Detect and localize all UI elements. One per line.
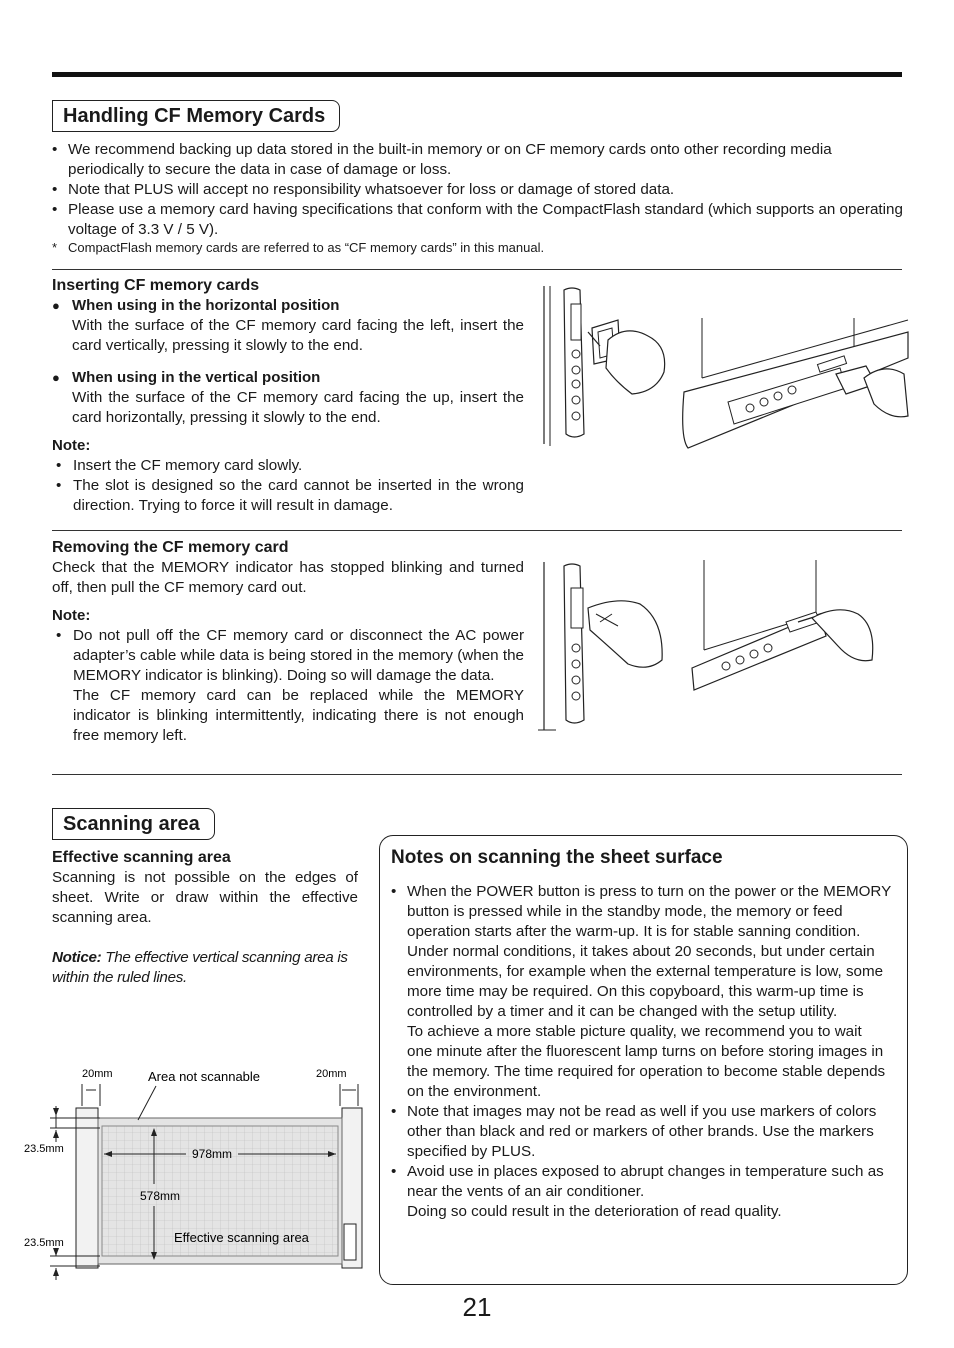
page-number: 21 [462,1292,492,1322]
note-label: Note: [52,437,91,454]
width-label: 978mm [192,1147,233,1161]
section-title-scanning-area: Scanning area [52,808,215,840]
remove-horizontal-illustration [686,560,912,696]
list-item: • Do not pull off the CF memory card or disconnect the AC power adapter’s cable while data is being stored in the memory (when the MEMORY indicator is blinking). Doing so will damage the data. The CF memory card can be replaced while the MEMORY indicator is blinking intermittently, indicating there is not enough free memory left. [56,626,524,746]
inserting-title: Inserting CF memory cards [52,277,260,294]
scanning-area-diagram [20,1060,370,1282]
divider [52,269,902,270]
top-rule [52,72,902,77]
notes-bullets [391,882,891,1222]
list-item: • Avoid use in places exposed to abrupt changes in temperature such as near the vents of an air conditioner. Doing so could result in the deterioration of read quality. [391,1162,891,1222]
removing-notes [52,626,524,746]
divider [52,774,902,775]
removing-title: Removing the CF memory card [52,539,289,556]
handling-bullets [52,140,904,240]
list-item: • Note that PLUS will accept no responsibility whatsoever for loss or damage of stored data. [52,180,904,200]
top-margin-label: 23.5mm [24,1143,64,1155]
inserting-block [52,276,524,516]
height-label: 578mm [140,1189,181,1203]
horizontal-heading: ● When using in the horizontal position [52,296,524,316]
list-item: • Note that images may not be read as well if you use markers of colors other than black and red or markers of other brands. Use the markers specified by PLUS. [391,1102,891,1162]
list-item: • Insert the CF memory card slowly. [56,456,524,476]
effective-title: Effective scanning area [52,849,231,866]
removing-block [52,538,524,746]
inserting-notes [52,456,524,516]
list-item: • Please use a memory card having specifications that conform with the CompactFlash standard (which supports an operating voltage of 3.3 V / 5 V). [52,200,904,240]
section-title-handling-cf: Handling CF Memory Cards [52,100,340,132]
effective-area-label: Effective scanning area [174,1230,309,1245]
divider [52,530,902,531]
list-item: • The slot is designed so the card cannot be inserted in the wrong direction. Trying to force it will result in damage. [56,476,524,516]
not-scannable-label: Area not scannable [148,1069,261,1084]
list-item: • When the POWER button is press to turn on the power or the MEMORY button is pressed while in the standby mode, the memory or feed operation starts after the warm-up. It is for stable sanning condition. Under normal conditions, it takes about 20 seconds, but under certain environments, for example when the external temperature is low, some more time may be required. On this copyboard, this warm-up time is controlled by a timer and it can be changed with the setup utility. To achieve a more stable picture quality, we recommend you to wait one minute after the fluorescent lamp turns on before storing images in the memory. The time required for operation to become stable depends on the environment. [391,882,891,1102]
notice-label: Notice: [52,949,102,966]
effective-text: Scanning is not possible on the edges of sheet. Write or draw within the effective scanning area. [52,869,358,926]
insert-vertical-illustration [536,284,676,450]
footnote: * CompactFlash memory cards are referred to as “CF memory cards” in this manual. [52,239,920,257]
notice-text: The effective vertical scanning area is within the ruled lines. [52,949,348,986]
vertical-heading: ● When using in the vertical position [52,368,524,388]
horizontal-text: With the surface of the CF memory card facing the left, insert the card vertically, pressing it slowly to the end. [72,317,524,354]
note-label: Note: [52,607,91,624]
bottom-margin-label: 23.5mm [24,1237,64,1249]
remove-vertical-illustration [536,560,676,732]
removing-text: Check that the MEMORY indicator has stopped blinking and turned off, then pull the CF memory card out. [52,559,524,596]
list-item: • We recommend backing up data stored in the built-in memory or on CF memory cards onto other recording media periodically to secure the data in case of damage or loss. [52,140,904,180]
insert-horizontal-illustration [678,318,910,452]
right-margin-label: 20mm [316,1068,347,1080]
notes-content [391,846,891,1222]
effective-block [52,848,358,988]
notice [52,948,358,988]
left-margin-label: 20mm [82,1068,113,1080]
notes-title: Notes on scanning the sheet surface [391,847,723,868]
vertical-text: With the surface of the CF memory card facing the up, insert the card horizontally, pressing it slowly to the end. [72,389,524,426]
